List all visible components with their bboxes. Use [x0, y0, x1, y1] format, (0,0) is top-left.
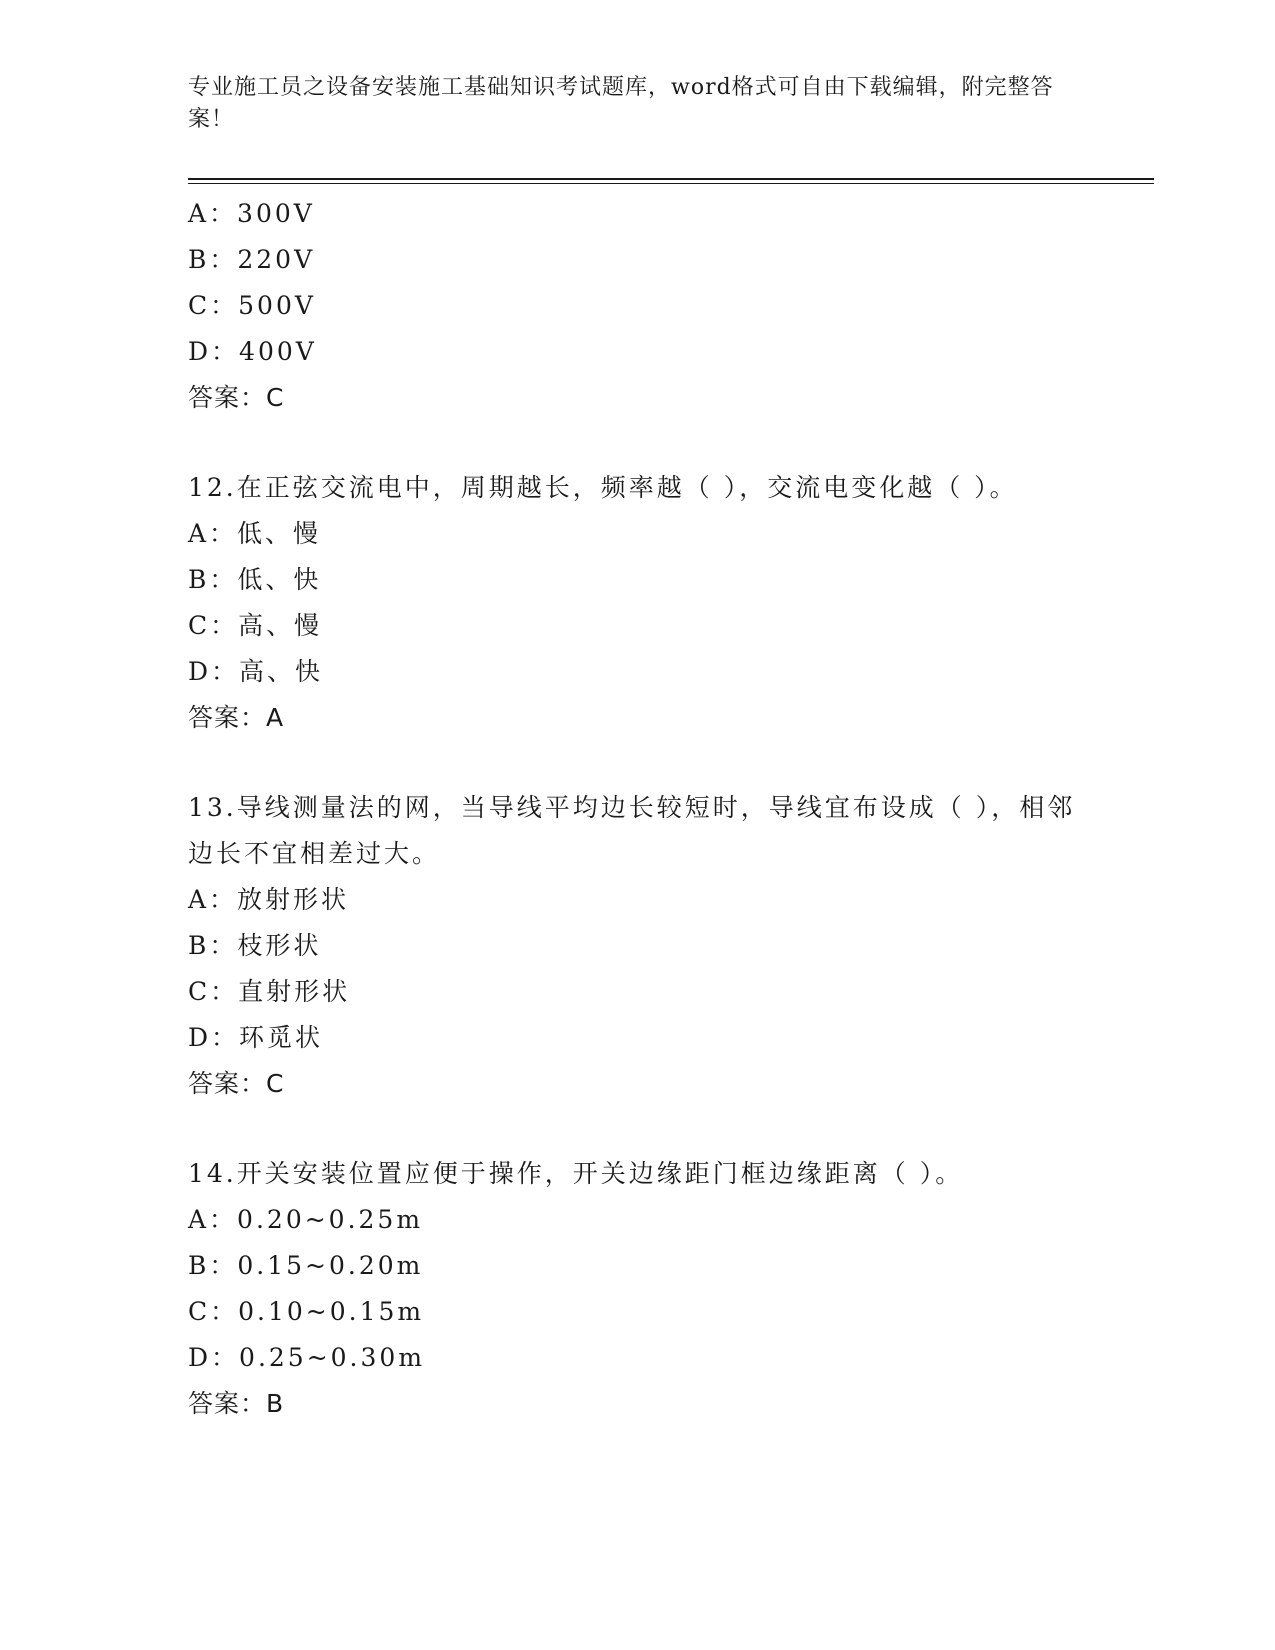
answer-line: 答案：C: [188, 1069, 285, 1098]
question-block-14: [188, 1151, 1088, 1427]
option-a: A：放射形状: [188, 885, 350, 914]
question-text: 13.导线测量法的网，当导线平均边长较短时，导线宜布设成（ ），相邻边长不宜相差过大。: [188, 793, 1076, 868]
option-a: A：低、慢: [188, 519, 322, 548]
answer-line: 答案：B: [188, 1389, 285, 1418]
document-header: 专业施工员之设备安装施工基础知识考试题库，word格式可自由下载编辑，附完整答案！: [188, 75, 1054, 132]
header-divider-thin: [188, 183, 1154, 184]
answer-line: 答案：C: [188, 383, 285, 412]
option-c: C：直射形状: [188, 977, 351, 1006]
carryover-question-block: [188, 191, 1088, 421]
option-b: B：低、快: [188, 565, 322, 594]
option-d: D：400V: [188, 337, 317, 366]
question-text: 12.在正弦交流电中，周期越长，频率越（ ），交流电变化越（ ）。: [188, 473, 1018, 502]
option-b: B：0.15~0.20m: [188, 1251, 424, 1280]
option-a: A：0.20~0.25m: [188, 1205, 424, 1234]
question-block-13: [188, 785, 1088, 1107]
option-d: D：0.25~0.30m: [188, 1343, 426, 1372]
option-d: D：高、快: [188, 657, 324, 686]
option-b: B：枝形状: [188, 931, 322, 960]
answer-line: 答案：A: [188, 703, 285, 732]
question-list: [188, 191, 1088, 1427]
option-c: C：0.10~0.15m: [188, 1297, 425, 1326]
option-a: A：300V: [188, 199, 315, 228]
header-divider-thick: [188, 178, 1154, 180]
option-c: C：高、慢: [188, 611, 323, 640]
option-d: D：环觅状: [188, 1023, 324, 1052]
option-b: B：220V: [188, 245, 316, 274]
question-text: 14.开关安装位置应便于操作，开关边缘距门框边缘距离（ ）。: [188, 1159, 964, 1188]
option-c: C：500V: [188, 291, 316, 320]
question-block-12: [188, 465, 1088, 741]
